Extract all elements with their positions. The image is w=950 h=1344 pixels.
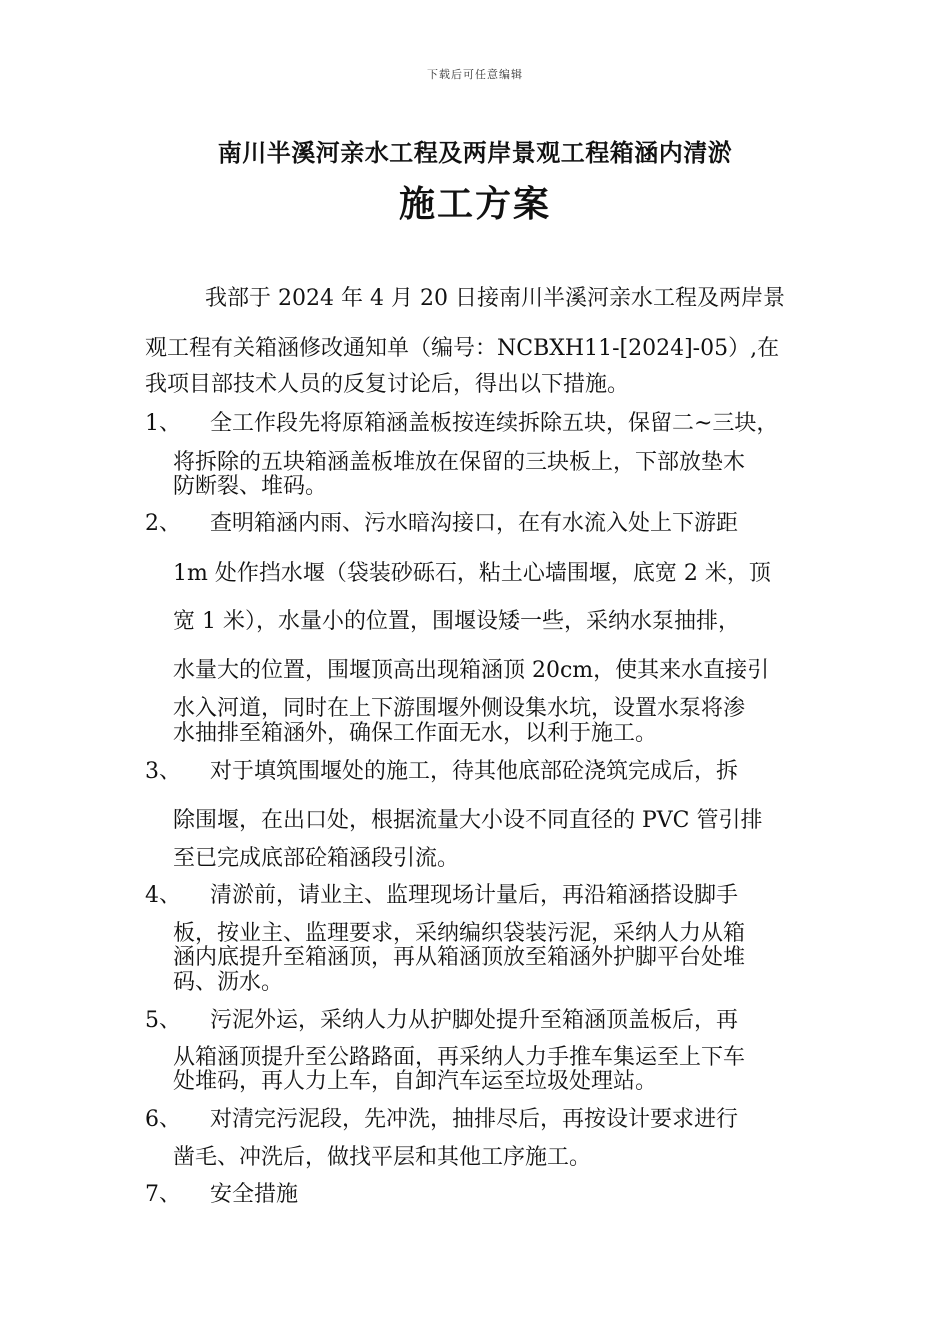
- item-line: 安全措施: [210, 1182, 299, 1207]
- document-subtitle: 施工方案: [398, 183, 551, 225]
- item-line: 清淤前，请业主、监理现场计量后，再沿箱涵搭设脚手: [210, 883, 739, 908]
- intro-line: 我项目部技术人员的反复讨论后，得出以下措施。: [145, 372, 630, 397]
- item-line: 水抽排至箱涵外，确保工作面无水，以利于施工。: [173, 721, 658, 746]
- item-number: 4、: [145, 883, 181, 908]
- intro-line: 观工程有关箱涵修改通知单（编号：NCBXH11-[2024]-05）,在: [145, 336, 780, 361]
- item-line: 处堆码，再人力上车，自卸汽车运至垃圾处理站。: [173, 1069, 658, 1094]
- item-line: 从箱涵顶提升至公路路面，再采纳人力手推车集运至上下车: [173, 1045, 746, 1070]
- item-line: 水量大的位置，围堰顶高出现箱涵顶 20cm，使其来水直接引: [173, 658, 770, 683]
- item-line: 涵内底提升至箱涵顶，再从箱涵顶放至箱涵外护脚平台处堆: [173, 945, 746, 970]
- item-line: 对于填筑围堰处的施工，待其他底部砼浇筑完成后，拆: [210, 759, 739, 784]
- item-number: 1、: [145, 411, 181, 436]
- item-line: 宽 1 米），水量小的位置，围堰设矮一些，采纳水泵抽排，: [173, 609, 740, 634]
- item-line: 1m 处作挡水堰（袋装砂砾石，粘土心墙围堰，底宽 2 米，顶: [173, 561, 771, 586]
- item-line: 除围堰，在出口处，根据流量大小设不同直径的 PVC 管引排: [173, 808, 763, 833]
- item-line: 凿毛、冲洗后，做找平层和其他工序施工。: [173, 1145, 592, 1170]
- item-line: 至已完成底部砼箱涵段引流。: [173, 846, 460, 871]
- item-line: 查明箱涵内雨、污水暗沟接口，在有水流入处上下游距: [210, 511, 739, 536]
- item-number: 7、: [145, 1182, 181, 1207]
- header-note: 下载后可任意编辑: [427, 68, 523, 81]
- item-line: 水入河道，同时在上下游围堰外侧设集水坑，设置水泵将渗: [173, 696, 746, 721]
- item-line: 码、沥水。: [173, 970, 284, 995]
- item-number: 6、: [145, 1107, 181, 1132]
- item-number: 2、: [145, 511, 181, 536]
- item-line: 板，按业主、监理要求，采纳编织袋装污泥，采纳人力从箱: [173, 921, 746, 946]
- item-number: 5、: [145, 1008, 181, 1033]
- item-line: 防断裂、堆码。: [173, 474, 328, 499]
- item-line: 对清完污泥段，先冲洗，抽排尽后，再按设计要求进行: [210, 1107, 739, 1132]
- intro-line: 我部于 2024 年 4 月 20 日接南川半溪河亲水工程及两岸景: [205, 286, 785, 311]
- item-number: 3、: [145, 759, 181, 784]
- item-line: 将拆除的五块箱涵盖板堆放在保留的三块板上，下部放垫木: [173, 450, 746, 475]
- document-title: 南川半溪河亲水工程及两岸景观工程箱涵内清淤: [217, 138, 733, 167]
- item-line: 全工作段先将原箱涵盖板按连续拆除五块，保留二~三块，: [210, 411, 779, 436]
- item-line: 污泥外运，采纳人力从护脚处提升至箱涵顶盖板后，再: [210, 1008, 739, 1033]
